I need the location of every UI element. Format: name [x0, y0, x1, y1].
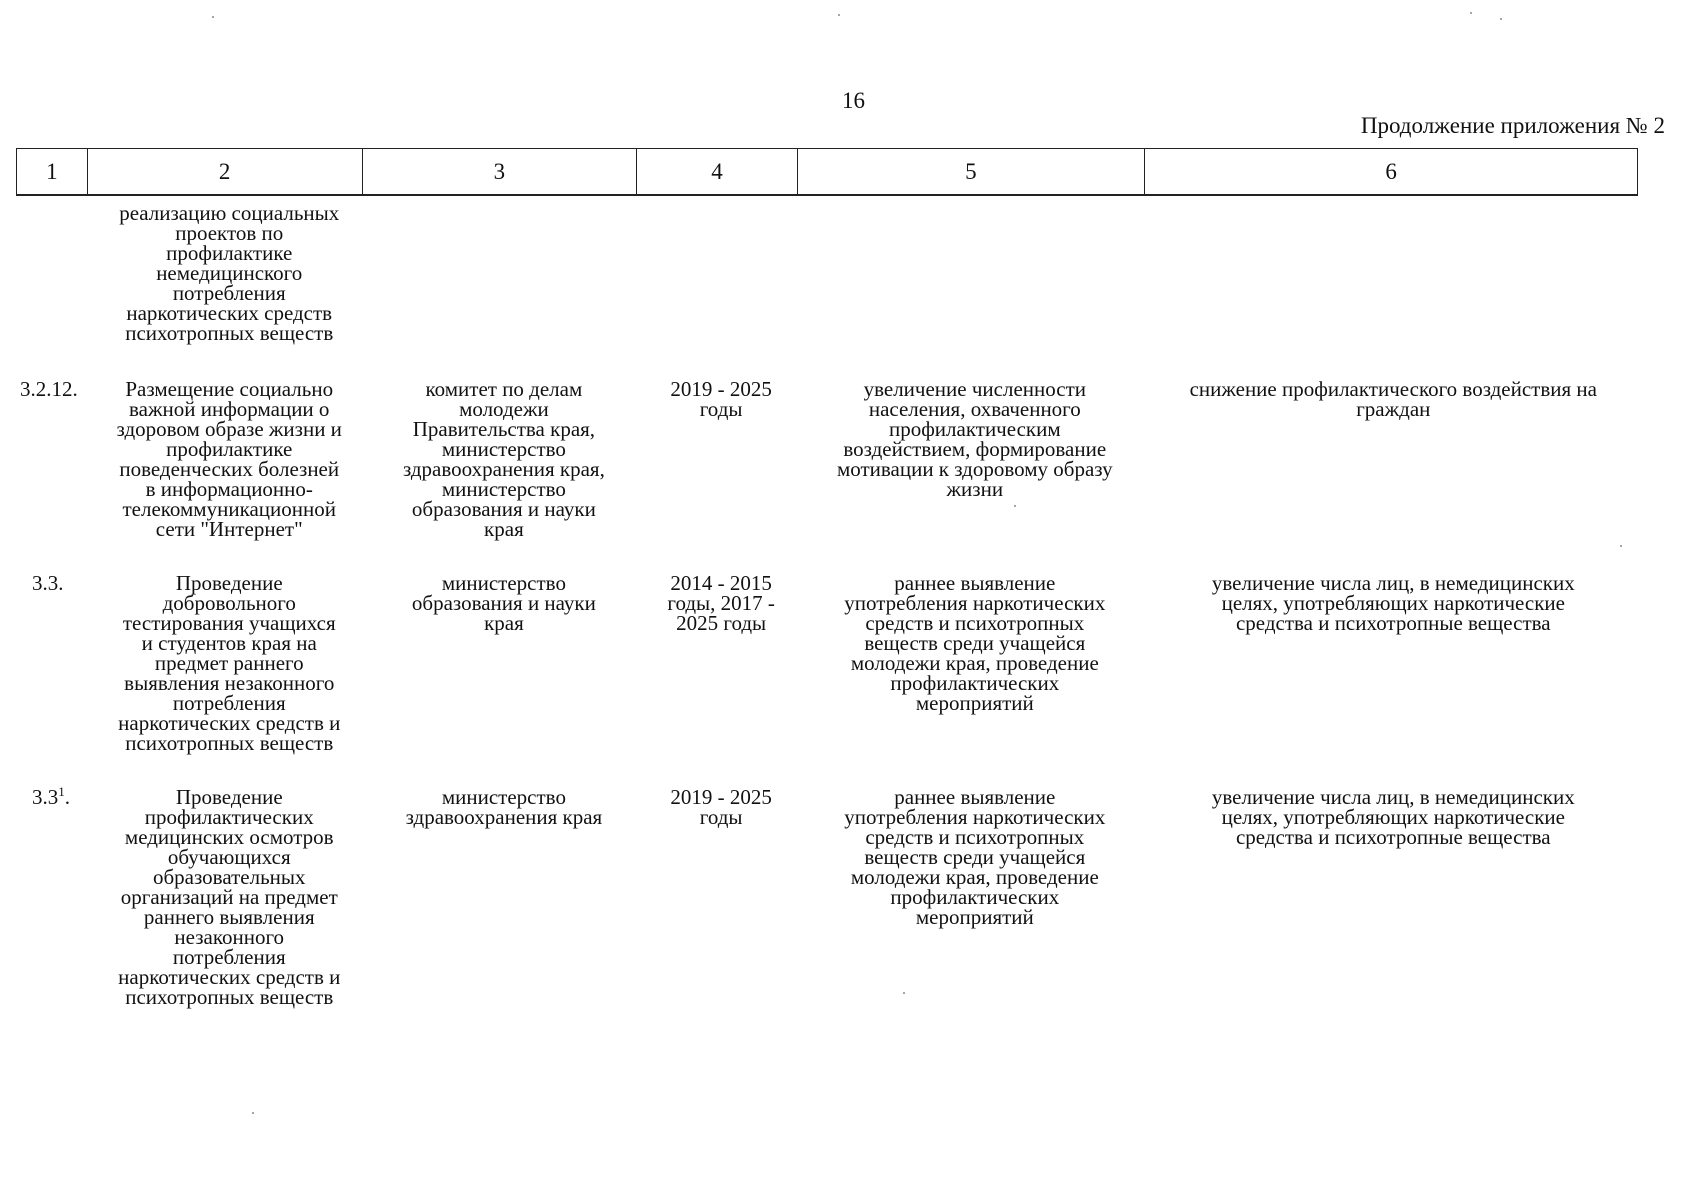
scan-speck: [1500, 18, 1502, 20]
responsible-executor: [367, 203, 642, 379]
implementation-period: [641, 203, 801, 379]
responsible-executor: комитет по делам молодежи Правительства края, министерство здравоохранения края, министерство образования и науки края: [402, 377, 605, 541]
row-number: [16, 784, 92, 1017]
measure-description: Проведение профилактических медицинских осмотров обучающихся образовательных организаций на предмет раннего выявления незаконного потребления наркотических средств и психотропных веществ: [118, 785, 341, 1009]
table-row: [16, 573, 1638, 787]
consequence-of-non-implementation: увеличение числа лиц, в немедицинских целях, употребляющих наркотические средства и психотропные вещества: [1211, 785, 1575, 849]
column-header-3: 3: [362, 149, 637, 196]
expected-result: раннее выявление употребления наркотических средств и психотропных веществ среди учащейся молодежи края, проведение профилактических мероприятий: [844, 785, 1106, 929]
column-header-4: 4: [637, 149, 797, 196]
measure-description: реализацию социальных проектов по профилактике немедицинского потребления наркотических средств психотропных веществ: [119, 201, 340, 345]
implementation-period: 2019 - 2025 годы: [670, 377, 772, 421]
scan-speck: [212, 16, 214, 18]
appendix-continuation-label: Продолжение приложения № 2: [1360, 113, 1665, 138]
measure-description: Проведение добровольного тестирования учащихся и студентов края на предмет раннего выявления незаконного потребления наркотических средств и психотропных веществ: [118, 571, 341, 755]
column-header-2: 2: [87, 149, 362, 196]
expected-result: [801, 203, 1149, 379]
implementation-period: 2014 - 2015 годы, 2017 - 2025 годы: [667, 571, 775, 635]
measure-description: Размещение социально важной информации о здоровом образе жизни и профилактике поведенческих болезней в информационно- телекоммуникационной сети "Интернет": [116, 377, 342, 541]
table-row: [16, 379, 1638, 573]
implementation-period: 2019 - 2025 годы: [670, 785, 772, 829]
scan-speck: [252, 1112, 254, 1114]
scan-speck: [1470, 12, 1472, 14]
page-number: 16: [842, 88, 865, 113]
expected-result: раннее выявление употребления наркотических средств и психотропных веществ среди учащейся молодежи края, проведение профилактических мероприятий: [844, 571, 1106, 715]
scan-speck: [903, 992, 905, 994]
table-row: [16, 784, 1638, 1017]
consequence-of-non-implementation: снижение профилактического воздействия на граждан: [1189, 377, 1597, 421]
row-number-suffix: .: [64, 785, 70, 809]
column-header-5: 5: [797, 149, 1144, 196]
column-header-6: 6: [1145, 149, 1638, 196]
responsible-executor: министерство образования и науки края: [411, 571, 596, 635]
column-header-1: 1: [17, 149, 88, 196]
consequence-of-non-implementation: увеличение числа лиц, в немедицинских целях, употребляющих наркотические средства и психотропные вещества: [1211, 571, 1575, 635]
row-number-base: 3.3: [32, 785, 59, 809]
row-number: 3.2.12.: [20, 377, 78, 401]
column-header-table: [16, 148, 1638, 196]
scan-speck: [1014, 505, 1016, 507]
row-number: 3.3.: [32, 571, 64, 595]
expected-result: увеличение численности населения, охваченного профилактическим воздействием, формирование мотивации к здоровому образу жизни: [836, 377, 1113, 501]
table-body: [16, 203, 1638, 1017]
scan-speck: [838, 14, 840, 16]
row-number: [16, 203, 92, 379]
responsible-executor: министерство здравоохранения края: [405, 785, 603, 829]
consequence-of-non-implementation: [1149, 203, 1638, 379]
row-number-superscript: 1: [58, 784, 65, 799]
scan-speck: [1620, 545, 1622, 547]
table-row: [16, 203, 1638, 379]
